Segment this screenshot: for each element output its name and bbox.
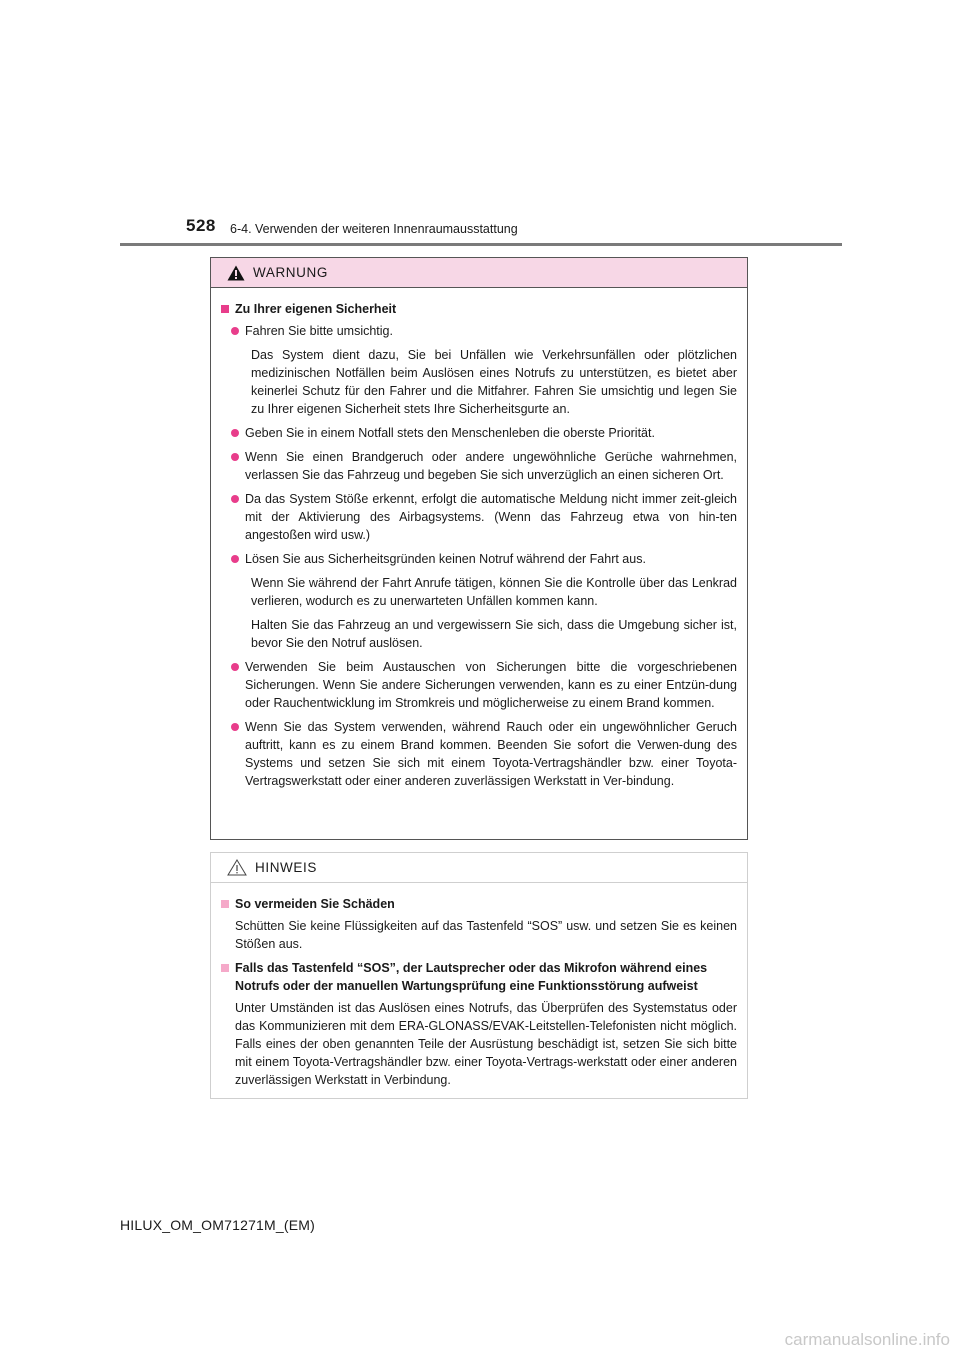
warning-paragraph: Halten Sie das Fahrzeug an und vergewissern Sie sich, dass die Umgebung sicher ist, bevor Sie den Notruf auslösen. <box>251 618 737 650</box>
warning-item-text: Wenn Sie das System verwenden, während Rauch oder ein ungewöhnlicher Geruch auftritt, kann es zu einem Brand kommen. Beenden Sie sofort die Verwen-dung des Systems und setzen Sie sich mit einem Toyota-Vertragshändler bzw. einer Toyota-Vertragswerkstatt oder einer anderen zuverlässigen Werkstatt in Ver-bindung. <box>245 720 737 788</box>
warning-item-text: Verwenden Sie beim Austauschen von Sicherungen bitte die vorgeschriebenen Sicherungen. Wenn Sie andere Sicherungen verwenden, kann es zu einer Entzün-dung oder Rauchentwicklung im Stromkreis und möglicherweise zu einem Brand kommen. <box>245 660 737 710</box>
warning-title: WARNUNG <box>253 265 328 280</box>
notice-title: HINWEIS <box>255 860 317 875</box>
warning-body <box>211 288 747 790</box>
warning-paragraph: Das System dient dazu, Sie bei Unfällen wie Verkehrsunfällen oder plötzlichen medizinischen Notfällen beim Auslösen eines Notrufs zu unterstützen, es bietet aber keinerlei Schutz für den Fahrer und die Mitfahrer. Fahren Sie umsichtig und legen Sie zu Ihrer eigenen Sicherheit stets Ihre Sicherheitsgurte an. <box>251 348 737 416</box>
notice-body <box>211 883 747 1089</box>
warning-header <box>211 258 747 288</box>
warning-item <box>219 718 739 790</box>
warning-item <box>219 322 739 340</box>
notice-paragraph: Schütten Sie keine Flüssigkeiten auf das Tastenfeld “SOS” usw. und setzen Sie es keinen Stößen aus. <box>235 919 737 951</box>
bullet-dot-icon <box>231 663 239 671</box>
warning-item <box>219 490 739 544</box>
page-number: 528 <box>186 216 216 235</box>
notice-heading-text: Falls das Tastenfeld “SOS”, der Lautsprecher oder das Mikrofon während eines Notrufs oder der manuellen Wartungsprüfung eine Funktionsstörung aufweist <box>235 961 708 993</box>
warning-box <box>210 257 748 840</box>
warning-triangle-icon <box>227 265 245 281</box>
notice-heading <box>219 959 739 995</box>
bullet-dot-icon <box>231 327 239 335</box>
notice-heading <box>219 895 739 913</box>
watermark: carmanualsonline.info <box>784 1330 950 1349</box>
bullet-dot-icon <box>231 429 239 437</box>
square-bullet-icon <box>221 964 229 972</box>
header-rule <box>120 243 842 246</box>
warning-item-text: Geben Sie in einem Notfall stets den Menschenleben die oberste Priorität. <box>245 426 655 440</box>
warning-item-text: Lösen Sie aus Sicherheitsgründen keinen Notruf während der Fahrt aus. <box>245 552 646 566</box>
notice-heading-text: So vermeiden Sie Schäden <box>235 897 395 911</box>
warning-item-text: Da das System Stöße erkennt, erfolgt die automatische Meldung nicht immer zeit-gleich mit der Aktivierung des Airbagsystems. (Wenn das Fahrzeug etwa von hin-ten angestoßen wird usw.) <box>245 492 737 542</box>
warning-item <box>219 550 739 568</box>
warning-item <box>219 448 739 484</box>
warning-paragraph: Wenn Sie während der Fahrt Anrufe tätigen, können Sie die Kontrolle über das Lenkrad verlieren, wodurch es zu unerwarteten Unfällen kommen kann. <box>251 576 737 608</box>
document-code: HILUX_OM_OM71271M_(EM) <box>120 1217 316 1233</box>
section-title: 6-4. Verwenden der weiteren Innenraumausstattung <box>230 222 518 236</box>
notice-box <box>210 852 748 1099</box>
warning-item-text: Wenn Sie einen Brandgeruch oder andere ungewöhnliche Gerüche wahrnehmen, verlassen Sie das Fahrzeug und begeben Sie sich unverzüglich an einen sicheren Ort. <box>245 450 737 482</box>
warning-heading <box>219 300 739 318</box>
bullet-dot-icon <box>231 723 239 731</box>
warning-heading-text: Zu Ihrer eigenen Sicherheit <box>235 302 397 316</box>
bullet-dot-icon <box>231 453 239 461</box>
warning-item-text: Fahren Sie bitte umsichtig. <box>245 324 393 338</box>
warning-item <box>219 424 739 442</box>
bullet-dot-icon <box>231 555 239 563</box>
bullet-dot-icon <box>231 495 239 503</box>
square-bullet-icon <box>221 900 229 908</box>
caution-triangle-icon <box>227 859 247 876</box>
square-bullet-icon <box>221 305 229 313</box>
notice-header <box>211 853 747 883</box>
notice-paragraph: Unter Umständen ist das Auslösen eines Notrufs, das Überprüfen des Systemstatus oder das Kommunizieren mit dem ERA-GLONASS/EVAK-Leitstellen-Telefonisten nicht möglich. Falls eines der oben genannten Teile der Ausrüstung beschädigt ist, setzen Sie sich bitte mit einem Toyota-Vertragshändler bzw. einer Toyota-Vertrags-werkstatt oder einer anderen zuverlässigen Werkstatt in Verbindung. <box>235 1001 737 1087</box>
warning-item <box>219 658 739 712</box>
